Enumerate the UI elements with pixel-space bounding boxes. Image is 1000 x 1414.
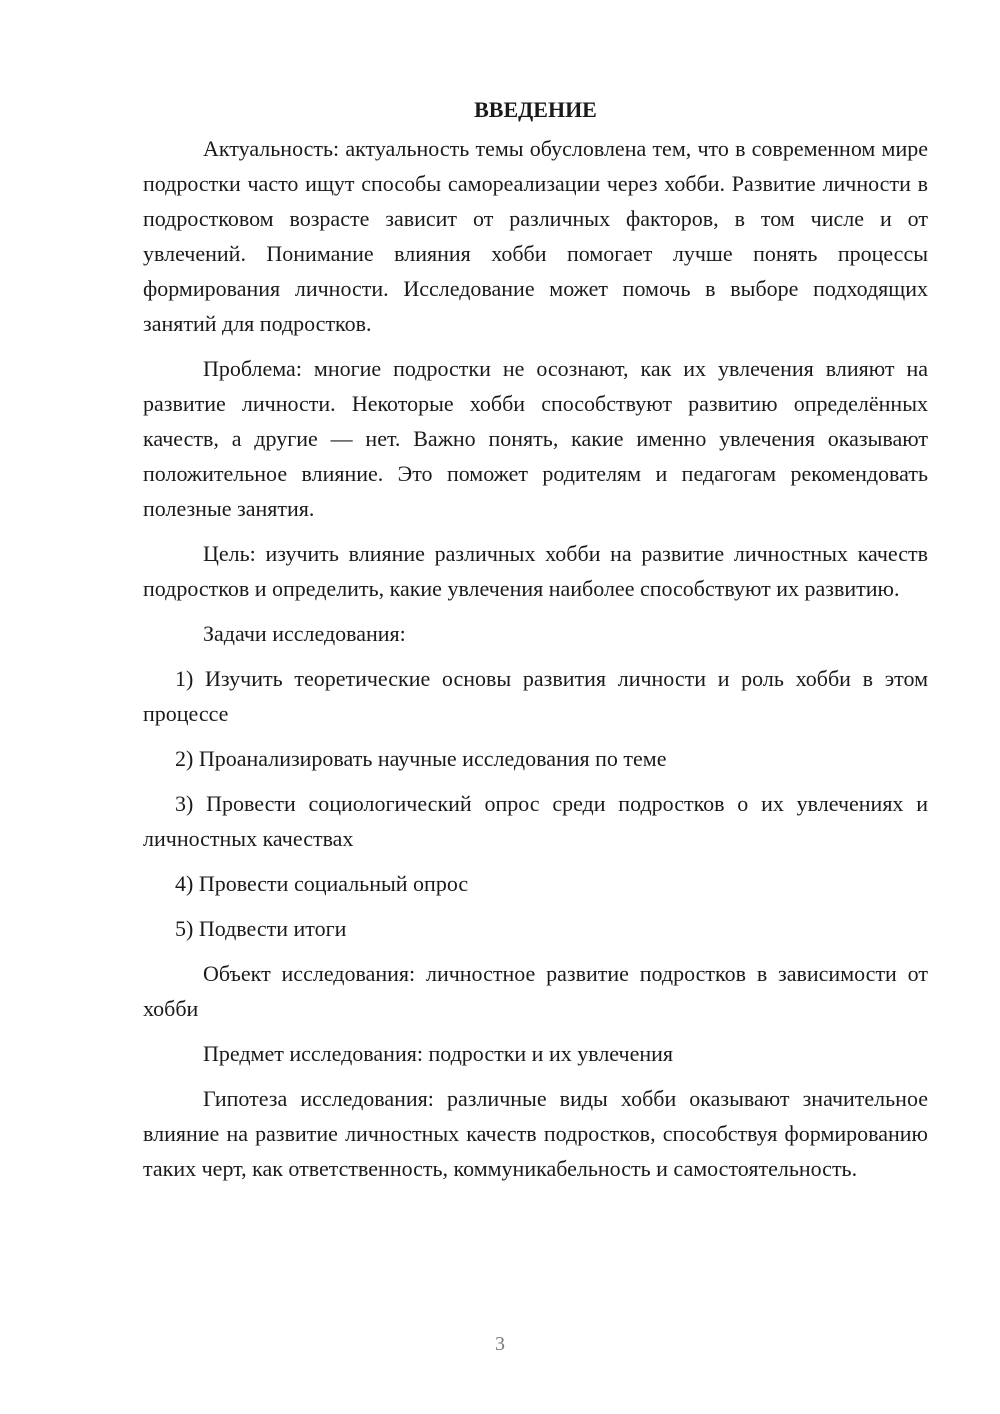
tasks-heading: Задачи исследования:: [203, 621, 406, 646]
task-item-2: 2) Проанализировать научные исследования по теме: [175, 746, 667, 771]
page-title: ВВЕДЕНИЕ: [474, 97, 597, 122]
relevance-paragraph: Актуальность: актуальность темы обусловлена тем, что в современном мире подростки часто ищут способы самореализации через хобби. Развитие личности в подростковом возрасте зависит от различных факторов, в том числе и от увлечений. Понимание влияния хобби помогает лучше понять процессы формирования личности. Исследование может помочь в выборе подходящих занятий для подростков.: [143, 136, 928, 336]
goal-paragraph: Цель: изучить влияние различных хобби на развитие личностных качеств подростков и определить, какие увлечения наиболее способствуют их развитию.: [143, 541, 928, 601]
subject-paragraph: Предмет исследования: подростки и их увлечения: [203, 1041, 674, 1066]
page-number: 3: [495, 1333, 505, 1355]
object-paragraph: Объект исследования: личностное развитие подростков в зависимости от хобби: [143, 961, 928, 1021]
task-item-1: 1) Изучить теоретические основы развития личности и роль хобби в этом процессе: [143, 666, 928, 726]
hypothesis-paragraph: Гипотеза исследования: различные виды хобби оказывают значительное влияние на развитие личностных качеств подростков, способствуя формированию таких черт, как ответственность, коммуникабельность и самостоятельность.: [143, 1086, 928, 1181]
document-page: [143, 92, 928, 1196]
task-item-5: 5) Подвести итоги: [175, 916, 347, 941]
problem-paragraph: Проблема: многие подростки не осознают, как их увлечения влияют на развитие личности. Некоторые хобби способствуют развитию определённых качеств, а другие — нет. Важно понять, какие именно увлечения оказывают положительное влияние. Это поможет родителям и педагогам рекомендовать полезные занятия.: [143, 356, 928, 521]
task-item-3: 3) Провести социологический опрос среди подростков о их увлечениях и личностных качествах: [143, 791, 928, 851]
task-item-4: 4) Провести социальный опрос: [175, 871, 469, 896]
